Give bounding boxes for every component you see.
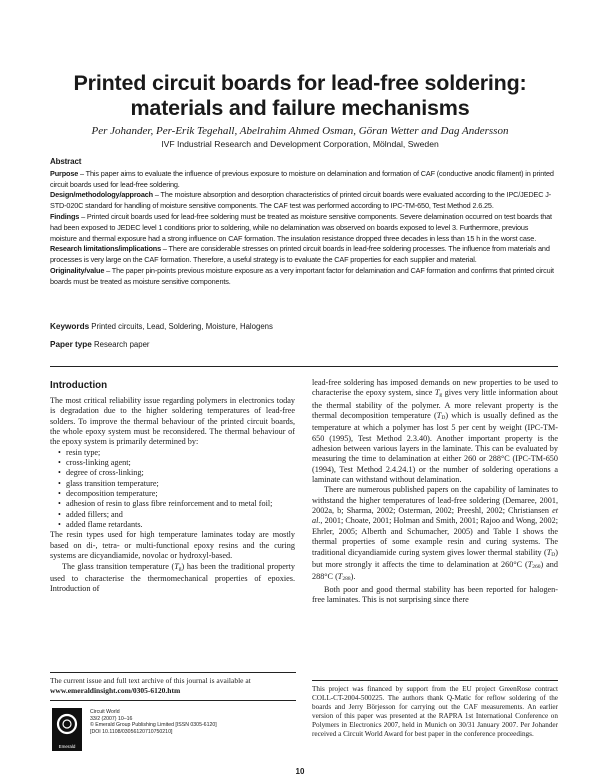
- list-item: • added flame retardants.: [58, 520, 295, 530]
- list-item: • glass transition temperature;: [58, 479, 295, 489]
- emerald-gem-icon: [52, 708, 82, 744]
- section-divider: [50, 366, 558, 367]
- abstract-design: [50, 190, 556, 212]
- subscript: D: [551, 551, 556, 558]
- text-run: gives very little information about the thermal stability of the polymer. A more relevant property is the thermal decomposition temperature (: [312, 388, 558, 421]
- intro-paragraph-1: The most critical reliability issue regarding polymers in electronics today is degradation due to the higher soldering temperatures of lead-free solders. To improve the thermal behaviour of the printed circuit boards, the whole epoxy system must be reconsidered. The thermal behaviour of the epoxy system is primarily determined by:: [50, 396, 295, 447]
- footnote-divider-right: [312, 680, 558, 681]
- body-column-right: [312, 378, 558, 605]
- paper-type: [50, 340, 150, 349]
- intro-paragraph-5: [312, 485, 558, 584]
- findings-text: – Printed circuit boards used for lead-free soldering must be treated as moisture sensitive components. Severe delamination occurred on test boards that had been exposed to JEDEC level 1 conditions prior to soldering, while no delamination was observed on boards exposed to level 3. Furthermore, previous moisture and thermal exposure had a strong influence on CAF formation. The insulation resistance dropped three decades in less than 15 h in the worst case.: [50, 211, 552, 243]
- purpose-label: Purpose: [50, 168, 79, 178]
- symbol: T: [337, 572, 343, 582]
- paper-type-value: Research paper: [91, 340, 150, 349]
- findings-label: Findings: [50, 211, 80, 221]
- abstract-limitations: [50, 244, 556, 266]
- text-run: ) which is usually defined as the temperature at which a polymer has lost 5 per cent by weight (IPC-TM-650 (1995), Test Method 2.3.40). Another important property is the adhesion between various layers in the laminate. This can be evaluated by measuring the time to delamination at either 260 or 288°C (IPC-TM-650 (1994), Test Method 2.4.24.1) or the number of soldering operations a laminate can withstand without delamination.: [312, 411, 558, 485]
- footnote-divider-left-2: [50, 700, 296, 701]
- originality-label: Originality/value: [50, 265, 105, 275]
- subscript: g: [439, 392, 443, 399]
- footnote-divider-left: [50, 672, 296, 673]
- text-run: There are numerous published papers on the capability of laminates to withstand the higher temperatures of lead-free soldering (Demaree, 2001, 2002a, b; Sharma, 2002; Osterman, 2002; Preeshl, 2002; Christiansen: [312, 485, 558, 516]
- abstract: [50, 157, 556, 288]
- symbol: T: [436, 411, 442, 421]
- keywords-label: Keywords: [50, 322, 90, 331]
- list-item: • decomposition temperature;: [58, 489, 295, 499]
- journal-line: 33/2 (2007) 10–16: [90, 715, 133, 722]
- affiliation: IVF Industrial Research and Development Corporation, Mölndal, Sweden: [161, 139, 439, 149]
- archive-link[interactable]: www.emeraldinsight.com/0305-6120.htm: [50, 685, 181, 695]
- journal-line: © Emerald Group Publishing Limited [ISSN 0305-6120]: [90, 722, 217, 728]
- intro-paragraph-6: Both poor and good thermal stability has been reported for halogen-free laminates. This is not surprising since there: [312, 584, 558, 604]
- property-list: [50, 448, 295, 531]
- paper-type-label: Paper type: [50, 340, 92, 349]
- intro-paragraph-4: [312, 378, 558, 485]
- logo-wordmark: Emerald: [58, 744, 76, 749]
- archive-note-text: The current issue and full text archive of this journal is available at: [50, 676, 251, 685]
- design-text: – The moisture absorption and desorption characteristics of printed circuit boards were evaluated according to the IPC/JEDEC J-STD-020C standard for handling of moisture sensitive components. The CAF test was performed according to IPC-TM-650, Test Method 2.6.25.: [50, 190, 551, 211]
- purpose-text: – This paper aims to evaluate the influence of previous exposure to moisture on delamination and formation of CAF (conductive anodic filament) in printed circuit boards used for lead-free soldering.: [50, 168, 554, 189]
- text-run: ) but more strongly it affects the time to delamination at 260°C (: [312, 547, 558, 569]
- limitations-text: – There are considerable stresses on printed circuit boards in lead-free soldering processes. The influence from materials and processes is very large on the CAF formation. Therefore, a useful strategy is to evaluate the CAF properties for each supplier and material.: [50, 244, 550, 265]
- subscript: 288: [342, 576, 351, 583]
- abstract-findings: [50, 212, 556, 244]
- list-item: • added fillers; and: [58, 510, 295, 520]
- list-item: • degree of cross-linking;: [58, 468, 295, 478]
- abstract-heading: Abstract: [50, 157, 82, 166]
- author-list: Per Johander, Per-Erik Tegehall, Abelrahim Ahmed Osman, Göran Wetter and Dag Andersson: [91, 125, 509, 137]
- keywords-value: Printed circuits, Lead, Soldering, Moisture, Halogens: [89, 322, 273, 331]
- list-item: • cross-linking agent;: [58, 458, 295, 468]
- intro-paragraph-3: [50, 562, 295, 595]
- text-run: lead-free soldering has imposed demands on new properties to be used to characterise the epoxy system, since: [312, 378, 558, 398]
- subscript: 260: [532, 563, 541, 570]
- text-run: ) has been the traditional property used to characterise the thermomechanical properties of epoxies. Introduction of: [50, 561, 295, 594]
- symbol: T: [174, 561, 179, 571]
- keywords: [50, 322, 273, 331]
- subscript: D: [441, 415, 446, 422]
- text-run: ).: [350, 572, 356, 582]
- introduction-heading: Introduction: [50, 380, 108, 391]
- body-column-left: [50, 396, 295, 595]
- list-item: • adhesion of resin to glass fibre reinforcement and to metal foil;: [58, 499, 295, 509]
- text-run: ) and 288°C (: [312, 559, 558, 582]
- originality-text: – The paper pin-points previous moisture exposure as a very important factor for delamination and CAF formation and confirms that printed circuit boards must be treated as moisture sensitive components.: [50, 265, 554, 286]
- archive-note: [50, 676, 296, 695]
- abstract-originality: [50, 266, 556, 288]
- paper-title: Printed circuit boards for lead-free soldering: materials and failure mechanisms: [73, 71, 527, 120]
- subscript: g: [178, 565, 182, 572]
- journal-info: [90, 709, 217, 735]
- journal-line: [DOI 10.1108/03056120710750210]: [90, 728, 173, 735]
- symbol: T: [546, 547, 552, 557]
- text-run: The glass transition temperature (: [62, 561, 175, 571]
- intro-paragraph-2: The resin types used for high temperature laminates today are mostly based on di-, tetra- or multi-functional epoxy resins and the curing systems are dicyandiamide, novolac or hydroxyl-based.: [50, 530, 295, 561]
- et-al: et al.: [312, 506, 558, 526]
- page-number: 10: [295, 767, 305, 776]
- design-label: Design/methodology/approach: [50, 190, 153, 200]
- funding-footnote: This project was financed by support from the EU project GreenRose contract COLL-CT-2004-500225. The authors thank Q-Matic for reflow soldering of the boards and Jerry Börjesson for carrying out the CAF measurements. An earlier version of this paper was presented at the RAPRA 1st International Conference on Polymers in Electronics 2007, held in Munich on 30/31 January 2007. Per Johander received a Circuit World Award for best paper in the conference proceedings.: [312, 685, 558, 739]
- abstract-purpose: [50, 169, 556, 191]
- limitations-label: Research limitations/implications: [50, 244, 162, 254]
- list-item: • resin type;: [58, 448, 295, 458]
- symbol: T: [434, 388, 440, 398]
- journal-line: Circuit World: [90, 709, 120, 715]
- symbol: T: [527, 559, 533, 569]
- text-run: , 2001; Choate, 2001; Holman and Smith, 2001; Rajoo and Wong, 2002; Ehrler, 2005; Alberth and Schumacher, 2005) and Table I shows the thermal properties of some example resin and curing systems. The traditional dicyandiamide curing system gives lower thermal stability (: [312, 516, 558, 557]
